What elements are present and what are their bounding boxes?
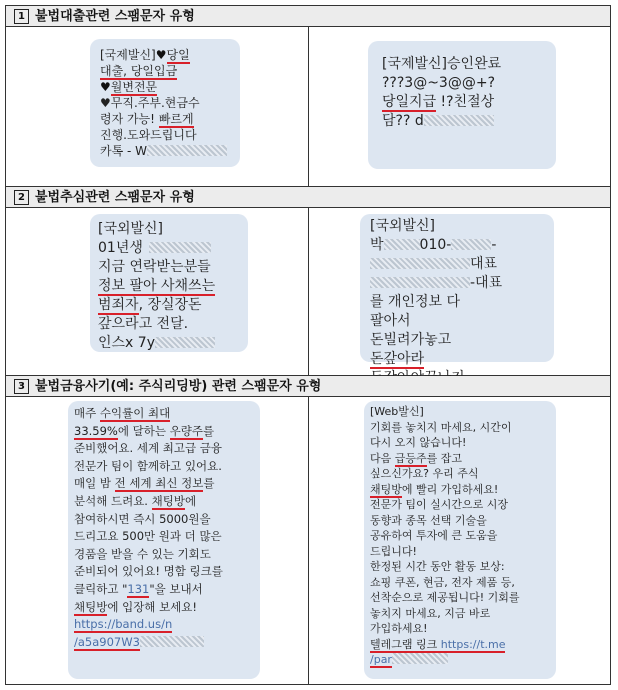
column-divider <box>308 208 309 375</box>
sms-text: 싶으신가요? 우리 주식 <box>370 467 479 480</box>
section-number: 1 <box>14 9 29 24</box>
heart-icon: ♥ <box>155 48 167 62</box>
section-number: 2 <box>14 190 29 205</box>
section-number: 3 <box>14 379 29 394</box>
highlighted-phrase: 급등주 <box>394 451 427 465</box>
sms-bubble-loan-1 <box>90 39 240 167</box>
sms-text: 박 <box>370 237 384 253</box>
sms-text: "을 보내서 <box>149 581 203 596</box>
sms-text: 참여하시면 즉시 5000원을 <box>74 511 211 526</box>
sms-text: 공유하여 투자에 큰 도움을 <box>370 529 498 542</box>
highlighted-phrase: 우량주 <box>169 423 203 438</box>
section-title: 불법추심관련 스팸문자 유형 <box>35 190 195 205</box>
sms-link[interactable]: 131 <box>127 581 150 596</box>
column-divider <box>308 397 309 684</box>
redacted-name <box>384 239 420 250</box>
sms-text: 분석해 드려요. <box>74 493 152 508</box>
sms-text: 를 잡고 <box>426 451 463 465</box>
sms-bubble-collection-1 <box>90 214 248 352</box>
sms-text: 동향과 종목 선택 기술을 <box>370 513 487 527</box>
highlighted-phrase: 채팅방 <box>151 493 185 508</box>
sms-text: 갚으라고 전달. <box>98 316 189 332</box>
redacted-contact <box>370 258 470 269</box>
redacted-contact <box>155 337 215 348</box>
sms-text: 한정된 시간 동안 활동 보상: <box>370 560 505 573</box>
section-1-header <box>6 6 610 27</box>
redacted-link <box>140 636 204 647</box>
sms-text: -대표 <box>470 275 503 291</box>
highlighted-phrase: 범죄자 <box>98 297 139 313</box>
sms-text: 대표 <box>470 256 498 272</box>
highlighted-phrase: 대출, 당일입금 <box>100 64 178 78</box>
sms-text: 드리고요 500만 원과 더 많은 <box>74 529 222 544</box>
sms-bubble-fraud-2 <box>364 401 556 679</box>
section-3-row <box>6 397 610 684</box>
sms-text: 놓치지 마세요, 지금 바로 <box>370 606 491 620</box>
sms-text: 에 빨리 가입하세요! <box>401 482 499 496</box>
sms-text: - <box>491 237 497 253</box>
sms-text: 에 달하는 <box>117 423 170 438</box>
redacted-link <box>392 653 448 664</box>
column-divider <box>308 27 309 186</box>
sms-text: , 장실장돈 <box>138 297 202 313</box>
redacted-contact <box>424 115 494 126</box>
sms-text: 선착순으로 제공됩니다! 기회를 <box>370 591 520 604</box>
sms-text: 다시 오지 않습니다! <box>370 436 467 449</box>
highlighted-phrase: 빠르게 <box>158 112 194 126</box>
sms-text: 준비했어요. 세계 최고급 금융 <box>74 441 222 456</box>
section-3-header <box>6 376 610 397</box>
sms-text: 카톡 - W <box>100 144 148 158</box>
sms-text: [국외발신] <box>98 221 164 237</box>
sms-text: ♥무직.주부.현금수 <box>100 96 200 110</box>
sms-text: 를 <box>202 423 215 438</box>
sms-text: 전문가 팀이 실시간으로 시장 <box>370 498 509 511</box>
sms-text: 령자 가능! <box>100 112 159 126</box>
highlighted-phrase: 월변전문 <box>110 80 158 94</box>
sms-text: 에 입장해 보세요! <box>107 599 198 614</box>
sms-link[interactable]: https://band.us/n <box>74 617 173 632</box>
sms-text: 팔아서 <box>370 313 411 329</box>
heart-icon: ♥ <box>100 80 111 94</box>
sms-link[interactable]: /a5a907W3 <box>74 634 140 649</box>
section-1-row <box>6 27 610 187</box>
highlighted-phrase: 전 세계 최신 정보 <box>114 476 204 491</box>
highlighted-phrase: 33.59% <box>74 423 118 438</box>
sms-text: !?친절상 <box>436 94 495 110</box>
sms-text: ???3@~3@@+? <box>382 75 495 91</box>
redacted-phone <box>451 239 491 250</box>
sms-text: 담?? d <box>382 113 424 129</box>
section-2-header <box>6 187 610 208</box>
redacted-name <box>149 242 211 253</box>
highlighted-phrase: 텔레그램 링크 <box>370 637 438 651</box>
sms-text: 전문가 팀이 함께하고 있어요. <box>74 458 222 473</box>
sms-text: [국제발신]승인완료 <box>382 56 502 72</box>
sms-text: 클릭하고 " <box>74 581 128 596</box>
sms-text: 를 <box>203 476 215 491</box>
sms-text: 쇼핑 쿠폰, 현금, 전자 제품 등, <box>370 575 515 589</box>
sms-text: 에 <box>184 493 197 508</box>
sms-text: 01년생 <box>98 240 143 256</box>
highlighted-phrase: 채팅방 <box>370 482 402 496</box>
sms-text: 010- <box>419 237 452 253</box>
sms-text: 준비되어 있어요! 명함 링크를 <box>74 564 223 579</box>
highlighted-phrase: 당일 <box>166 48 190 62</box>
highlighted-phrase: 당일지급 <box>382 94 437 110</box>
section-2-row <box>6 208 610 376</box>
spam-types-table <box>5 5 611 685</box>
highlighted-phrase: 채팅방 <box>74 599 108 614</box>
section-title: 불법대출관련 스팸문자 유형 <box>35 9 195 24</box>
sms-bubble-loan-2 <box>368 41 556 169</box>
sms-text: 진행.도와드립니다 <box>100 128 197 142</box>
sms-link[interactable]: /par <box>370 653 392 666</box>
section-title: 불법금융사기(예: 주식리딩방) 관련 스팸문자 유형 <box>35 379 322 394</box>
sms-text: [Web발신] <box>370 405 424 418</box>
redacted-contact <box>147 145 227 156</box>
highlighted-phrase: 수익률이 최대 <box>99 406 171 420</box>
sms-text: [국제발신] <box>100 48 156 62</box>
sms-link[interactable]: https://t.me <box>437 637 506 651</box>
redacted-contact <box>370 277 470 288</box>
sms-bubble-fraud-1 <box>68 401 260 679</box>
sms-text: 다음 <box>370 451 395 465</box>
sms-text: 매주 <box>74 406 100 420</box>
sms-bubble-collection-2 <box>360 214 554 367</box>
sms-text: 경품을 받을 수 있는 기회도 <box>74 546 211 561</box>
sms-text: 를 개인정보 다 <box>370 294 461 310</box>
sms-text: 지금 연락받는분들 <box>98 259 211 275</box>
highlighted-phrase: 정보 팔아 사채쓰는 <box>98 278 216 294</box>
sms-text: 매일 밤 <box>74 476 115 491</box>
sms-text: 돈빌려가놓고 <box>370 332 452 348</box>
sms-text: [국외발신] <box>370 218 436 234</box>
highlighted-phrase: 돈갚아라 <box>370 351 425 367</box>
sms-text: 가입하세요! <box>370 622 428 635</box>
sms-text: 드립니다! <box>370 544 417 558</box>
sms-text: 인스x 7y <box>98 335 155 351</box>
sms-text: 기회를 놓치지 마세요, 시간이 <box>370 420 512 434</box>
